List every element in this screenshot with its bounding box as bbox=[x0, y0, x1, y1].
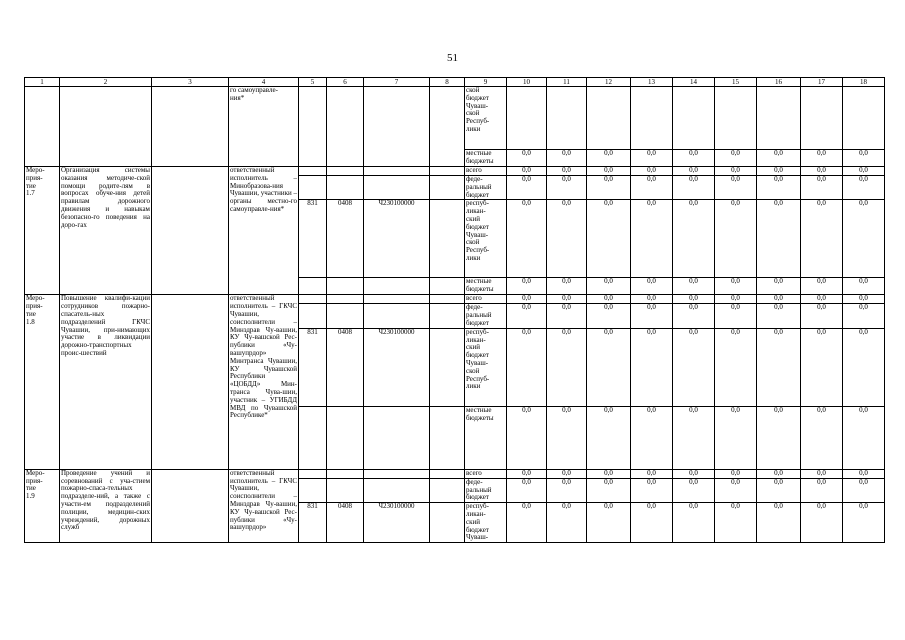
value-cell: 0,0 bbox=[843, 304, 885, 328]
budget-source-cell: всего bbox=[465, 469, 507, 478]
budget-table bbox=[24, 77, 885, 543]
expense-type-cell bbox=[430, 200, 465, 278]
value-cell: 0,0 bbox=[843, 167, 885, 176]
value-cell: 0,0 bbox=[715, 503, 757, 543]
expense-type-cell bbox=[430, 176, 465, 200]
page-number: 51 bbox=[447, 52, 458, 64]
value-cell: 0,0 bbox=[587, 176, 631, 200]
target-article-cell bbox=[364, 167, 430, 176]
executor-cell: ответственный исполнитель – ГКЧС Чувашии, соисполнители – Минздрав Чу-вашии, КУ Чу-вашской Рес-публики «Чу-вашупрдор» Минтранса Чувашии, КУ Чувашской Республики «ЦОБДД» Мин-транса Чува-шии, участник – УГИБДД МВД по Чувашской Республике* bbox=[229, 295, 299, 469]
value-cell bbox=[715, 87, 757, 150]
value-cell: 0,0 bbox=[757, 469, 801, 478]
value-cell: 0,0 bbox=[547, 328, 587, 406]
grbs-code-cell bbox=[299, 295, 327, 304]
value-cell bbox=[507, 87, 547, 150]
value-cell: 0,0 bbox=[715, 328, 757, 406]
value-cell: 0,0 bbox=[547, 176, 587, 200]
value-cell: 0,0 bbox=[507, 150, 547, 167]
value-cell: 0,0 bbox=[801, 278, 843, 295]
section-code-cell bbox=[327, 295, 364, 304]
value-cell: 0,0 bbox=[715, 167, 757, 176]
executor-cell: ответственный исполнитель – ГКЧС Чувашии, соисполнители – Минздрав Чу-вашии, КУ Чу-вашской Рес-публики «Чу-вашупрдор» bbox=[229, 469, 299, 542]
value-cell: 0,0 bbox=[507, 328, 547, 406]
value-cell: 0,0 bbox=[673, 304, 715, 328]
value-cell: 0,0 bbox=[587, 167, 631, 176]
value-cell: 0,0 bbox=[631, 503, 673, 543]
value-cell: 0,0 bbox=[631, 469, 673, 478]
column-header-4: 4 bbox=[229, 78, 299, 87]
grbs-code-cell bbox=[299, 278, 327, 295]
expense-type-cell bbox=[430, 503, 465, 543]
budget-source-cell: респуб- ликан- ский бюджет Чуваш- ской Респуб- лики bbox=[465, 200, 507, 278]
value-cell: 0,0 bbox=[631, 406, 673, 469]
value-cell: 0,0 bbox=[587, 406, 631, 469]
section-code-cell: 0408 bbox=[327, 200, 364, 278]
section-code-cell: 0408 bbox=[327, 328, 364, 406]
target-article-cell bbox=[364, 406, 430, 469]
value-cell: 0,0 bbox=[801, 406, 843, 469]
grbs-code-cell: 831 bbox=[299, 503, 327, 543]
value-cell: 0,0 bbox=[801, 200, 843, 278]
value-cell: 0,0 bbox=[843, 503, 885, 543]
value-cell: 0,0 bbox=[757, 304, 801, 328]
value-cell: 0,0 bbox=[507, 167, 547, 176]
empty-cell bbox=[152, 87, 229, 167]
expense-type-cell bbox=[430, 406, 465, 469]
budget-source-cell: местные бюджеты bbox=[465, 406, 507, 469]
value-cell: 0,0 bbox=[587, 328, 631, 406]
table-row bbox=[25, 469, 885, 478]
target-article-cell bbox=[364, 176, 430, 200]
column-header-2: 2 bbox=[60, 78, 152, 87]
table-row bbox=[25, 295, 885, 304]
value-cell: 0,0 bbox=[547, 406, 587, 469]
budget-source-cell: феде- ральный бюджет bbox=[465, 478, 507, 502]
measure-name-cell: Повышение квалифи-кации сотрудников пожарно-спасатель-ных подразделений ГКЧС Чувашии, при-нимающих участие в ликвидации дорожно-транспортных проис-шествий bbox=[60, 295, 152, 469]
value-cell: 0,0 bbox=[507, 176, 547, 200]
section-code-cell: 0408 bbox=[327, 503, 364, 543]
value-cell bbox=[757, 87, 801, 150]
value-cell: 0,0 bbox=[587, 150, 631, 167]
value-cell: 0,0 bbox=[631, 295, 673, 304]
column-header-14: 14 bbox=[673, 78, 715, 87]
section-code-cell bbox=[327, 304, 364, 328]
section-code-cell bbox=[327, 478, 364, 502]
expense-type-cell bbox=[430, 469, 465, 478]
value-cell: 0,0 bbox=[843, 200, 885, 278]
value-cell: 0,0 bbox=[673, 328, 715, 406]
value-cell: 0,0 bbox=[673, 167, 715, 176]
value-cell: 0,0 bbox=[801, 469, 843, 478]
value-cell: 0,0 bbox=[757, 328, 801, 406]
value-cell: 0,0 bbox=[673, 176, 715, 200]
measure-label-cell: Меро- прия- тие 1.8 bbox=[25, 295, 60, 469]
value-cell: 0,0 bbox=[547, 503, 587, 543]
budget-source-cell: местные бюджеты bbox=[465, 278, 507, 295]
column-header-3: 3 bbox=[152, 78, 229, 87]
value-cell bbox=[587, 87, 631, 150]
section-code-cell bbox=[327, 176, 364, 200]
value-cell: 0,0 bbox=[757, 176, 801, 200]
value-cell: 0,0 bbox=[801, 478, 843, 502]
value-cell: 0,0 bbox=[801, 503, 843, 543]
value-cell: 0,0 bbox=[587, 304, 631, 328]
value-cell: 0,0 bbox=[631, 328, 673, 406]
budget-source-cell: ской бюджет Чуваш- ской Респуб- лики bbox=[465, 87, 507, 150]
budget-source-cell: местные бюджеты bbox=[465, 150, 507, 167]
column-header-17: 17 bbox=[801, 78, 843, 87]
executor-cell: ответственный исполнитель – Минобразова-ния Чувашии, участники – органы местно-го самоуправле-ния* bbox=[229, 167, 299, 295]
expense-type-cell bbox=[430, 87, 465, 167]
value-cell: 0,0 bbox=[801, 304, 843, 328]
value-cell: 0,0 bbox=[587, 200, 631, 278]
value-cell bbox=[673, 87, 715, 150]
value-cell: 0,0 bbox=[757, 295, 801, 304]
section-code-cell bbox=[327, 278, 364, 295]
value-cell: 0,0 bbox=[673, 200, 715, 278]
value-cell: 0,0 bbox=[547, 478, 587, 502]
grbs-code-cell bbox=[299, 469, 327, 478]
value-cell: 0,0 bbox=[631, 150, 673, 167]
value-cell: 0,0 bbox=[843, 469, 885, 478]
value-cell: 0,0 bbox=[843, 406, 885, 469]
grbs-code-cell bbox=[299, 176, 327, 200]
target-article-cell bbox=[364, 469, 430, 478]
value-cell: 0,0 bbox=[587, 295, 631, 304]
value-cell bbox=[843, 87, 885, 150]
column-header-10: 10 bbox=[507, 78, 547, 87]
grbs-code-cell bbox=[299, 304, 327, 328]
target-article-cell: Ч230100000 bbox=[364, 200, 430, 278]
value-cell: 0,0 bbox=[547, 295, 587, 304]
section-code-cell bbox=[327, 87, 364, 167]
budget-source-cell: феде- ральный бюджет bbox=[465, 176, 507, 200]
value-cell bbox=[631, 87, 673, 150]
value-cell: 0,0 bbox=[631, 278, 673, 295]
value-cell: 0,0 bbox=[673, 469, 715, 478]
value-cell: 0,0 bbox=[843, 478, 885, 502]
expense-type-cell bbox=[430, 304, 465, 328]
value-cell: 0,0 bbox=[631, 200, 673, 278]
value-cell: 0,0 bbox=[547, 278, 587, 295]
section-code-cell bbox=[327, 469, 364, 478]
value-cell: 0,0 bbox=[843, 176, 885, 200]
table-row bbox=[25, 167, 885, 176]
value-cell: 0,0 bbox=[507, 304, 547, 328]
measure-label-cell: Меро- прия- тие 1.7 bbox=[25, 167, 60, 295]
value-cell: 0,0 bbox=[507, 503, 547, 543]
value-cell: 0,0 bbox=[507, 200, 547, 278]
value-cell: 0,0 bbox=[631, 478, 673, 502]
budget-source-cell: всего bbox=[465, 295, 507, 304]
value-cell: 0,0 bbox=[843, 278, 885, 295]
expense-type-cell bbox=[430, 295, 465, 304]
budget-source-cell: всего bbox=[465, 167, 507, 176]
column-header-1: 1 bbox=[25, 78, 60, 87]
value-cell: 0,0 bbox=[801, 328, 843, 406]
budget-source-cell: респуб- ликан- ский бюджет Чуваш- ской Респуб- лики bbox=[465, 328, 507, 406]
grbs-code-cell bbox=[299, 406, 327, 469]
value-cell: 0,0 bbox=[757, 406, 801, 469]
value-cell: 0,0 bbox=[715, 478, 757, 502]
value-cell: 0,0 bbox=[631, 176, 673, 200]
target-article-cell bbox=[364, 87, 430, 167]
value-cell: 0,0 bbox=[801, 150, 843, 167]
value-cell: 0,0 bbox=[587, 278, 631, 295]
value-cell: 0,0 bbox=[757, 150, 801, 167]
expense-type-cell bbox=[430, 278, 465, 295]
grbs-code-cell bbox=[299, 478, 327, 502]
budget-source-cell: феде- ральный бюджет bbox=[465, 304, 507, 328]
table-row bbox=[25, 87, 885, 150]
value-cell: 0,0 bbox=[715, 469, 757, 478]
measure-name-cell: Проведение учений и соревнований с уча-стием пожарно-спаса-тельных подразделе-ний, а также с участи-ем подразделений полиции, медицин-ских учреждений, дорожных служб bbox=[60, 469, 152, 542]
target-article-cell bbox=[364, 278, 430, 295]
value-cell: 0,0 bbox=[547, 304, 587, 328]
empty-cell bbox=[152, 295, 229, 469]
value-cell: 0,0 bbox=[507, 295, 547, 304]
expense-type-cell bbox=[430, 328, 465, 406]
value-cell: 0,0 bbox=[715, 150, 757, 167]
grbs-code-cell bbox=[299, 87, 327, 167]
target-article-cell bbox=[364, 304, 430, 328]
column-header-8: 8 bbox=[430, 78, 465, 87]
measure-label-cell: Меро- прия- тие 1.9 bbox=[25, 469, 60, 542]
value-cell: 0,0 bbox=[507, 478, 547, 502]
expense-type-cell bbox=[430, 167, 465, 176]
empty-cell bbox=[152, 167, 229, 295]
column-header-7: 7 bbox=[364, 78, 430, 87]
value-cell: 0,0 bbox=[587, 503, 631, 543]
value-cell: 0,0 bbox=[757, 503, 801, 543]
empty-cell bbox=[152, 469, 229, 542]
value-cell: 0,0 bbox=[715, 304, 757, 328]
column-header-5: 5 bbox=[299, 78, 327, 87]
measure-name-cell bbox=[60, 87, 152, 167]
measure-label-cell bbox=[25, 87, 60, 167]
value-cell: 0,0 bbox=[673, 278, 715, 295]
value-cell: 0,0 bbox=[631, 304, 673, 328]
value-cell: 0,0 bbox=[673, 406, 715, 469]
value-cell: 0,0 bbox=[587, 469, 631, 478]
value-cell: 0,0 bbox=[715, 176, 757, 200]
value-cell: 0,0 bbox=[801, 176, 843, 200]
grbs-code-cell: 831 bbox=[299, 328, 327, 406]
target-article-cell bbox=[364, 478, 430, 502]
column-header-row bbox=[25, 78, 885, 87]
column-header-9: 9 bbox=[465, 78, 507, 87]
value-cell: 0,0 bbox=[757, 200, 801, 278]
grbs-code-cell: 831 bbox=[299, 200, 327, 278]
value-cell: 0,0 bbox=[715, 278, 757, 295]
column-header-13: 13 bbox=[631, 78, 673, 87]
value-cell: 0,0 bbox=[547, 150, 587, 167]
section-code-cell bbox=[327, 406, 364, 469]
value-cell: 0,0 bbox=[587, 478, 631, 502]
column-header-6: 6 bbox=[327, 78, 364, 87]
value-cell: 0,0 bbox=[843, 150, 885, 167]
section-code-cell bbox=[327, 167, 364, 176]
value-cell: 0,0 bbox=[507, 406, 547, 469]
value-cell: 0,0 bbox=[507, 278, 547, 295]
value-cell: 0,0 bbox=[715, 406, 757, 469]
target-article-cell bbox=[364, 295, 430, 304]
value-cell: 0,0 bbox=[801, 167, 843, 176]
value-cell: 0,0 bbox=[715, 200, 757, 278]
value-cell: 0,0 bbox=[547, 167, 587, 176]
value-cell: 0,0 bbox=[673, 503, 715, 543]
value-cell: 0,0 bbox=[673, 295, 715, 304]
value-cell: 0,0 bbox=[673, 150, 715, 167]
value-cell: 0,0 bbox=[843, 328, 885, 406]
value-cell: 0,0 bbox=[715, 295, 757, 304]
column-header-16: 16 bbox=[757, 78, 801, 87]
column-header-11: 11 bbox=[547, 78, 587, 87]
value-cell: 0,0 bbox=[757, 167, 801, 176]
executor-cell: го самоуправле- ния* bbox=[229, 87, 299, 167]
budget-source-cell: респуб- ликан- ский бюджет Чуваш- bbox=[465, 503, 507, 543]
value-cell: 0,0 bbox=[547, 469, 587, 478]
value-cell: 0,0 bbox=[801, 295, 843, 304]
column-header-12: 12 bbox=[587, 78, 631, 87]
value-cell: 0,0 bbox=[507, 469, 547, 478]
value-cell bbox=[801, 87, 843, 150]
target-article-cell: Ч230100000 bbox=[364, 503, 430, 543]
value-cell bbox=[547, 87, 587, 150]
measure-name-cell: Организация системы оказания методиче-ской помощи родите-лям в вопросах обуче-ния детей правилам дорожного движения и навыкам безопасно-го поведения на доро-гах bbox=[60, 167, 152, 295]
value-cell: 0,0 bbox=[757, 478, 801, 502]
grbs-code-cell bbox=[299, 167, 327, 176]
value-cell: 0,0 bbox=[757, 278, 801, 295]
value-cell: 0,0 bbox=[547, 200, 587, 278]
value-cell: 0,0 bbox=[673, 478, 715, 502]
column-header-15: 15 bbox=[715, 78, 757, 87]
target-article-cell: Ч230100000 bbox=[364, 328, 430, 406]
value-cell: 0,0 bbox=[843, 295, 885, 304]
column-header-18: 18 bbox=[843, 78, 885, 87]
expense-type-cell bbox=[430, 478, 465, 502]
value-cell: 0,0 bbox=[631, 167, 673, 176]
